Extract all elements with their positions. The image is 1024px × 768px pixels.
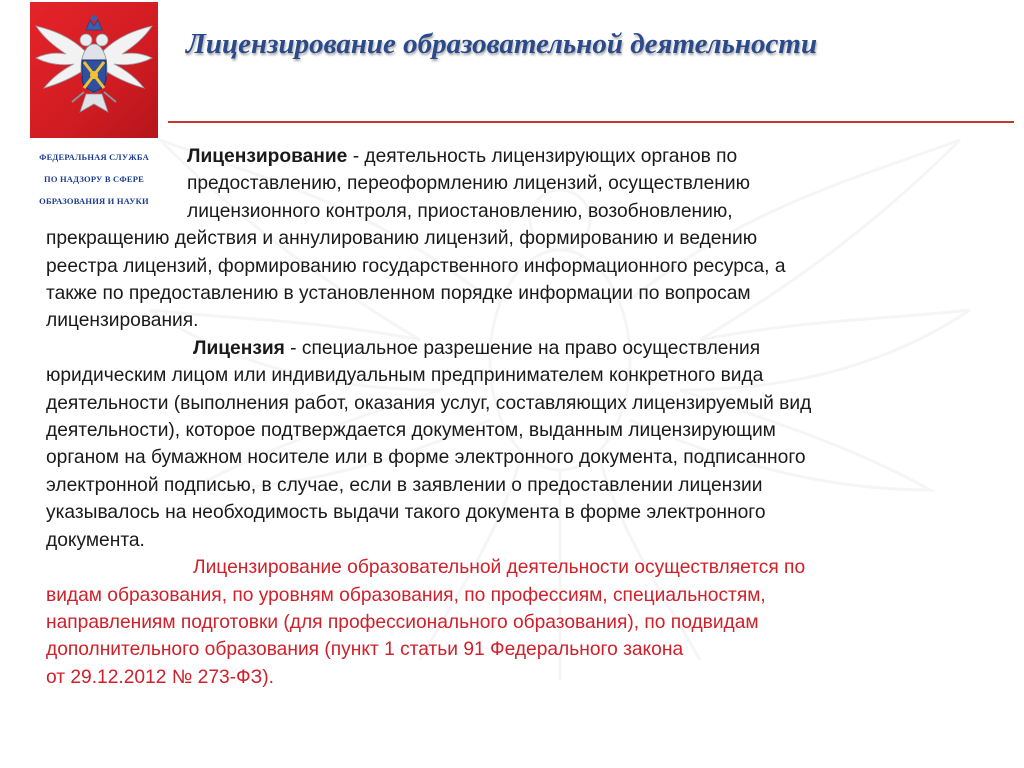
- licensing-definition-line-6: также по предоставлению в установленном порядке информации по вопросам: [46, 283, 751, 305]
- licensing-definition-line-3: лицензионного контроля, приостановлению, возобновлению,: [187, 200, 733, 222]
- slide-body: [46, 143, 996, 691]
- education-licensing-line-3: направлениям подготовки (для профессионального образования), по подвидам: [46, 611, 759, 633]
- licensing-definition-text: - деятельность лицензирующих органов по: [347, 146, 738, 167]
- license-definition-line-3: деятельности (выполнения работ, оказания услуг, составляющих лицензируемый вид: [46, 392, 812, 414]
- license-definition-line-2: юридическим лицом или индивидуальным предпринимателем конкретного вида: [46, 365, 764, 387]
- license-definition-line-7: указывалось на необходимость выдачи такого документа в форме электронного: [46, 502, 766, 524]
- licensing-definition-line-4: прекращению действия и аннулированию лицензий, формированию и ведению: [46, 228, 758, 250]
- license-term: Лицензия: [193, 337, 285, 359]
- education-licensing-line-4: дополнительного образования (пункт 1 статьи 91 Федерального закона: [46, 639, 684, 661]
- eagle-emblem-icon: [30, 2, 158, 138]
- license-definition-line-8: документа.: [46, 529, 145, 551]
- license-definition-text: - специальное разрешение на право осуществления: [284, 337, 761, 359]
- licensing-definition-line-7: лицензирования.: [46, 310, 199, 332]
- agency-name-line-1: ФЕДЕРАЛЬНАЯ СЛУЖБА: [39, 152, 149, 162]
- licensing-definition-line-1: [46, 143, 996, 170]
- agency-name-line-2: ПО НАДЗОРУ В СФЕРЕ: [44, 174, 144, 184]
- education-licensing-line-2: видам образования, по уровням образования, по профессиям, специальностям,: [46, 584, 766, 606]
- slide-title: Лицензирование образовательной деятельности: [186, 28, 818, 60]
- education-licensing-line-5: от 29.12.2012 № 273-ФЗ).: [46, 666, 274, 688]
- licensing-definition-line-5: реестра лицензий, формированию государственного информационного ресурса, а: [46, 255, 786, 277]
- licensing-definition-line-2: предоставлению, переоформлению лицензий, осуществлению: [187, 173, 750, 195]
- agency-logo: [30, 2, 158, 138]
- license-definition-line-5: органом на бумажном носителе или в форме электронного документа, подписанного: [46, 447, 806, 469]
- license-definition-line-4: деятельности), которое подтверждается документом, выданным лицензирующим: [46, 420, 776, 442]
- license-definition-line-6: электронной подписью, в случае, если в заявлении о предоставлении лицензии: [46, 474, 763, 496]
- license-definition-line-1: [46, 335, 996, 362]
- education-licensing-line-1: Лицензирование образовательной деятельности осуществляется по: [193, 557, 806, 579]
- agency-name-line-3: ОБРАЗОВАНИЯ И НАУКИ: [39, 196, 149, 206]
- title-divider: [168, 121, 1014, 123]
- licensing-term: Лицензирование: [187, 146, 348, 167]
